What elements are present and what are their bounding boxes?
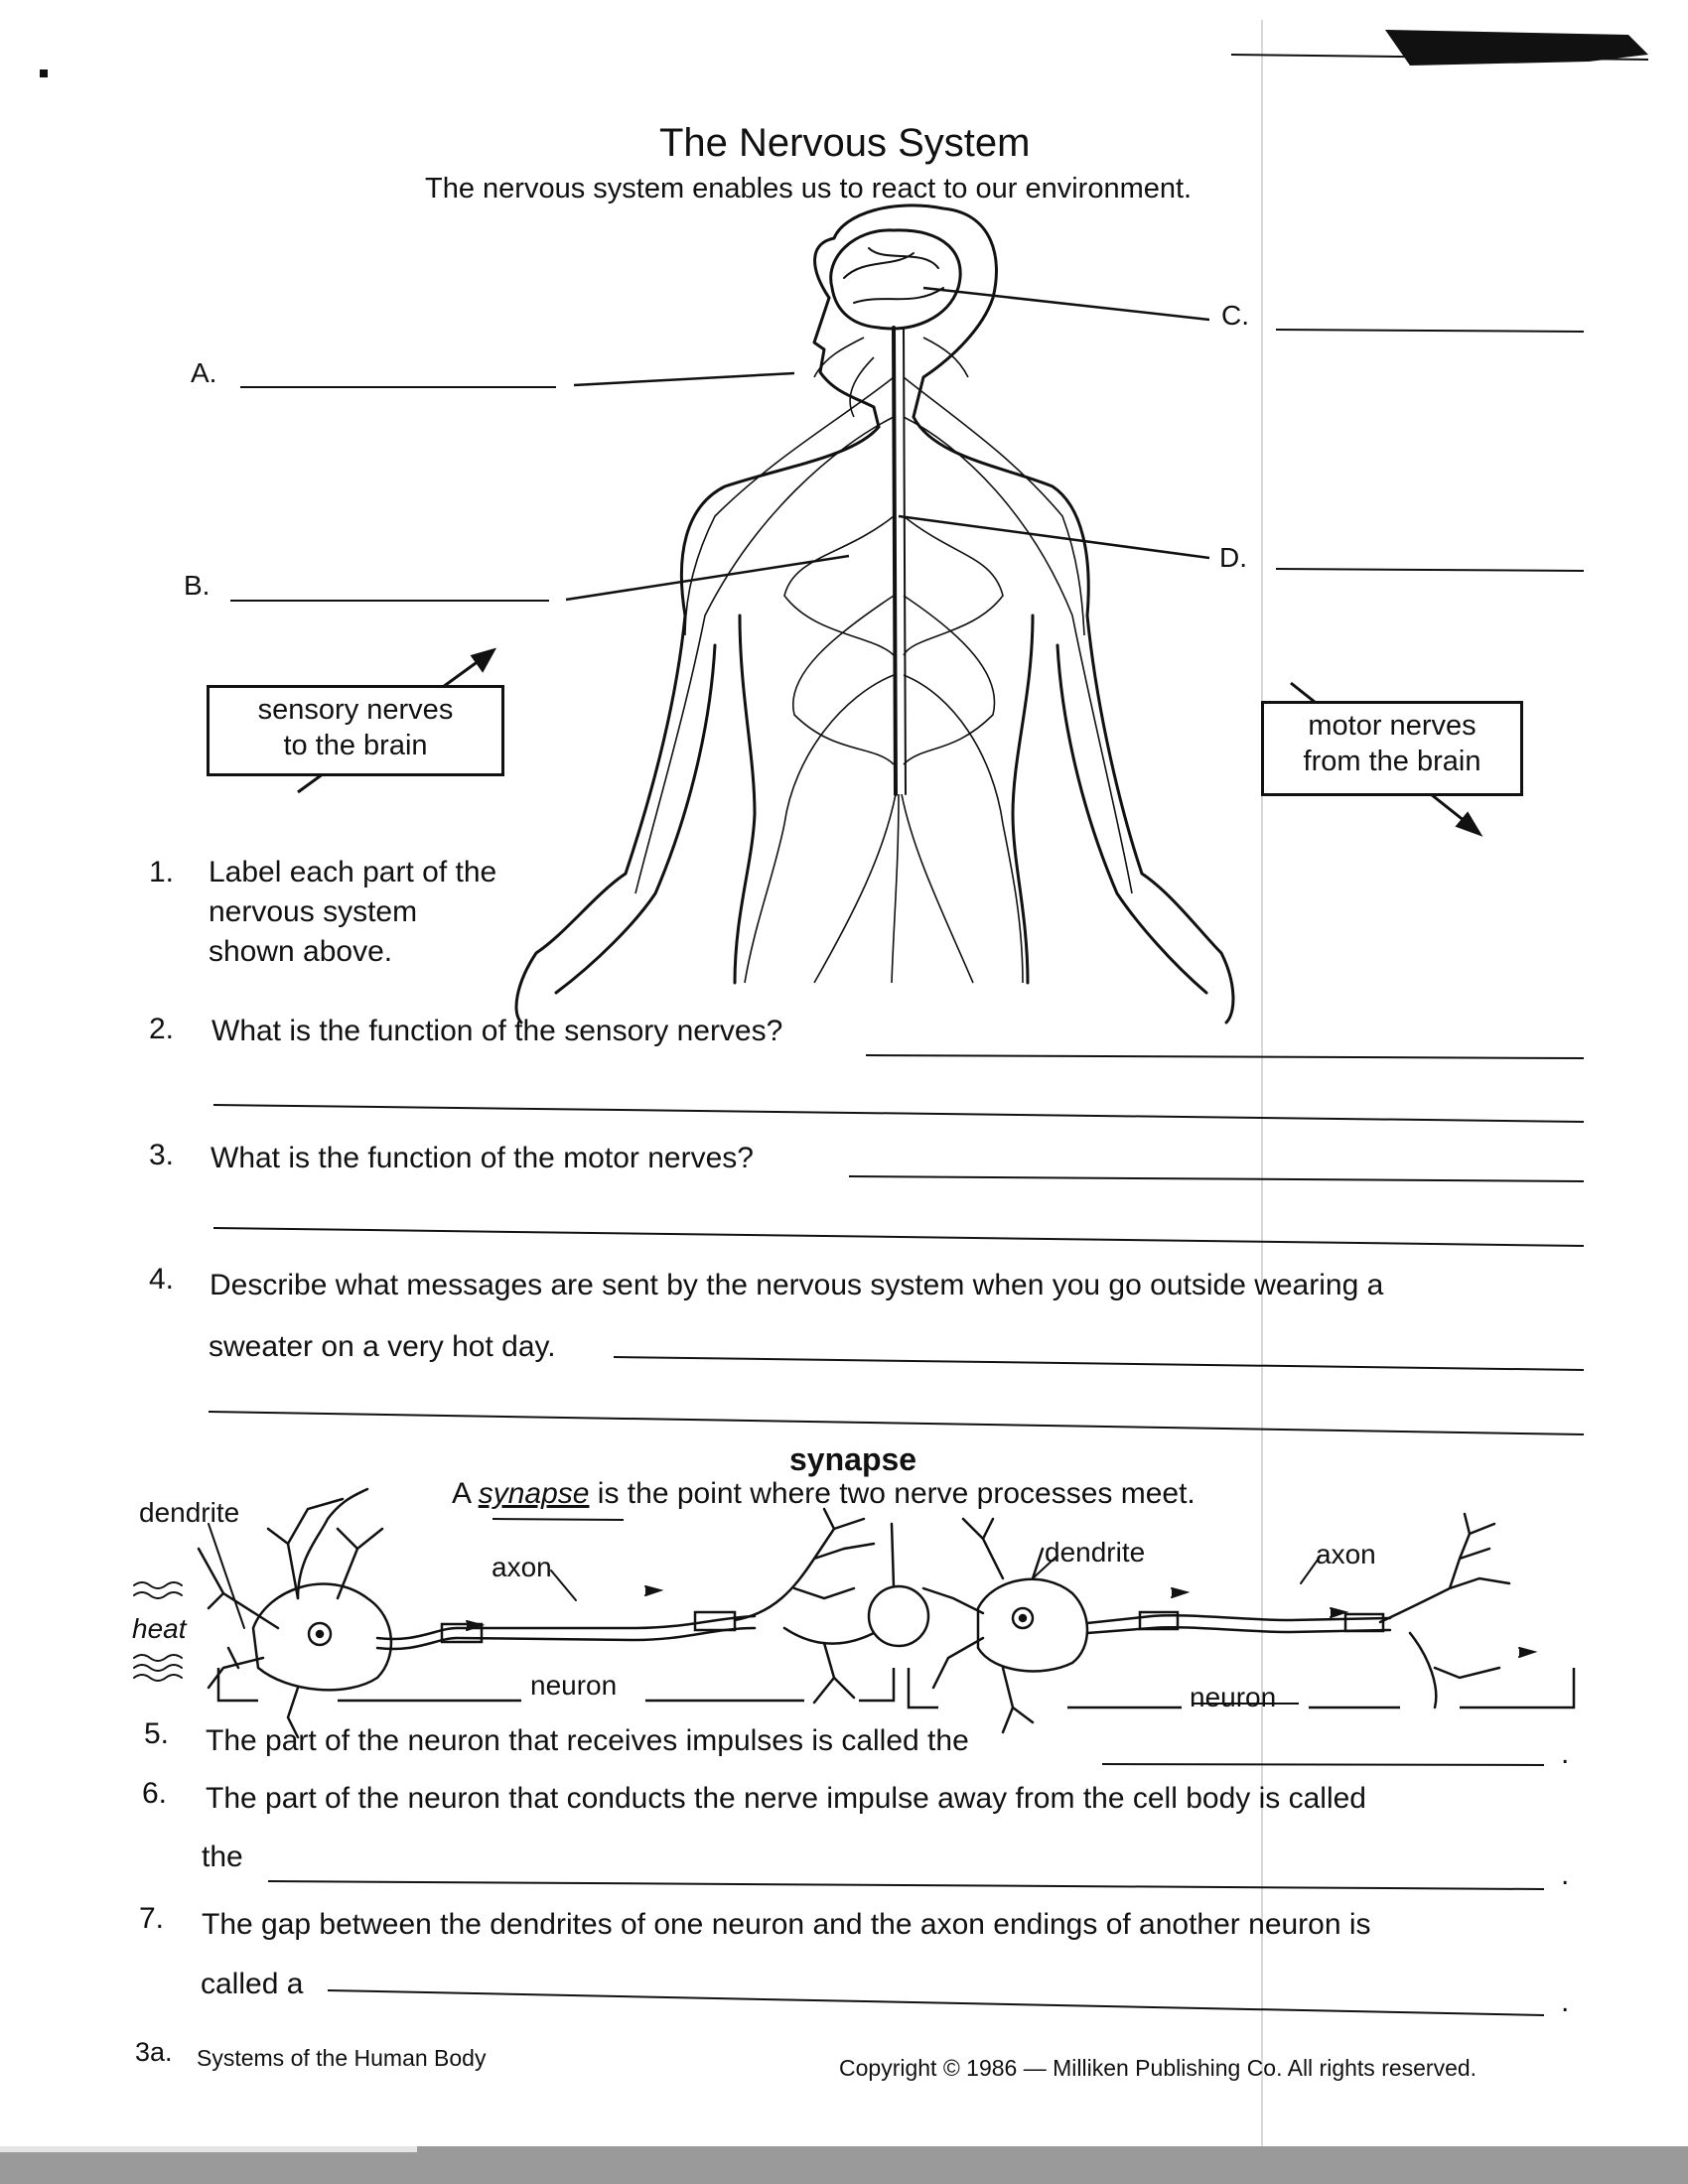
synapse-caption-term: synapse: [478, 1477, 590, 1510]
dendrite-label-left: dendrite: [139, 1497, 240, 1528]
question-answer-lines: [209, 1055, 1584, 2015]
motor-nerves-box: [1261, 701, 1523, 796]
neuron-label-left: neuron: [530, 1670, 618, 1701]
q1-line1: Label each part of the: [209, 856, 497, 888]
scan-speck: [40, 69, 48, 77]
sensory-box-line1: sensory nerves: [257, 694, 454, 726]
body-figure: [516, 205, 1233, 1023]
label-answer-lines: [230, 330, 1584, 601]
q7-line2: called a: [201, 1968, 304, 2000]
q2-text: What is the function of the sensory nerves?: [211, 1015, 783, 1047]
footer-page-number: 3a.: [135, 2037, 173, 2067]
neuron-label-right: neuron: [1190, 1682, 1277, 1712]
q4-line1: Describe what messages are sent by the nervous system when you go outside wearing a: [210, 1269, 1384, 1301]
dendrite-label-right: dendrite: [1045, 1537, 1146, 1568]
footer-copyright: Copyright © 1986 — Milliken Publishing Co. All rights reserved.: [839, 2055, 1477, 2081]
q3-number: 3.: [149, 1139, 175, 1171]
motor-box-line1: motor nerves: [1308, 710, 1477, 742]
q6-number: 6.: [142, 1777, 168, 1810]
q4-number: 4.: [149, 1263, 175, 1296]
page-title: The Nervous System: [659, 121, 1031, 165]
q7-line1: The gap between the dendrites of one neuron and the axon endings of another neuron is: [202, 1908, 1371, 1941]
sensory-box-line2: to the brain: [283, 730, 428, 761]
heat-label: heat: [132, 1613, 187, 1644]
synapse-caption-prefix: A: [452, 1477, 471, 1510]
q5-number: 5.: [144, 1717, 170, 1750]
axon-label-left: axon: [492, 1552, 552, 1582]
name-scribble: [1385, 30, 1648, 66]
motor-box-line2: from the brain: [1303, 746, 1481, 777]
q1-number: 1.: [149, 856, 175, 888]
label-b: B.: [184, 570, 211, 601]
q5-text: The part of the neuron that receives impulses is called the: [206, 1724, 969, 1757]
q5-period: .: [1561, 1737, 1570, 1770]
page-subtitle: The nervous system enables us to react to our environment.: [425, 173, 1193, 205]
neuron-brackets: [218, 1668, 1574, 1707]
q6-line1: The part of the neuron that conducts the nerve impulse away from the cell body is called: [206, 1782, 1366, 1815]
sensory-nerves-box: [207, 685, 504, 776]
q2-number: 2.: [149, 1013, 175, 1045]
synapse-heading: synapse: [789, 1441, 917, 1477]
label-a: A.: [191, 357, 217, 388]
q1-line3: shown above.: [209, 935, 393, 968]
leader-lines: [566, 288, 1209, 600]
label-d: D.: [1219, 542, 1247, 573]
q6-line2: the: [202, 1841, 243, 1873]
q7-number: 7.: [139, 1902, 165, 1935]
q6-period: .: [1561, 1858, 1570, 1891]
synapse-caption: [452, 1477, 1196, 1511]
axon-label-right: axon: [1316, 1539, 1376, 1570]
label-c: C.: [1221, 300, 1249, 331]
q1-line2: nervous system: [209, 895, 418, 928]
q7-period: .: [1561, 1985, 1570, 2018]
footer-book-title: Systems of the Human Body: [197, 2045, 487, 2071]
synapse-caption-rest: is the point where two nerve processes meet.: [597, 1477, 1196, 1510]
q4-line2: sweater on a very hot day.: [209, 1330, 556, 1363]
q3-text: What is the function of the motor nerves?: [211, 1142, 754, 1174]
